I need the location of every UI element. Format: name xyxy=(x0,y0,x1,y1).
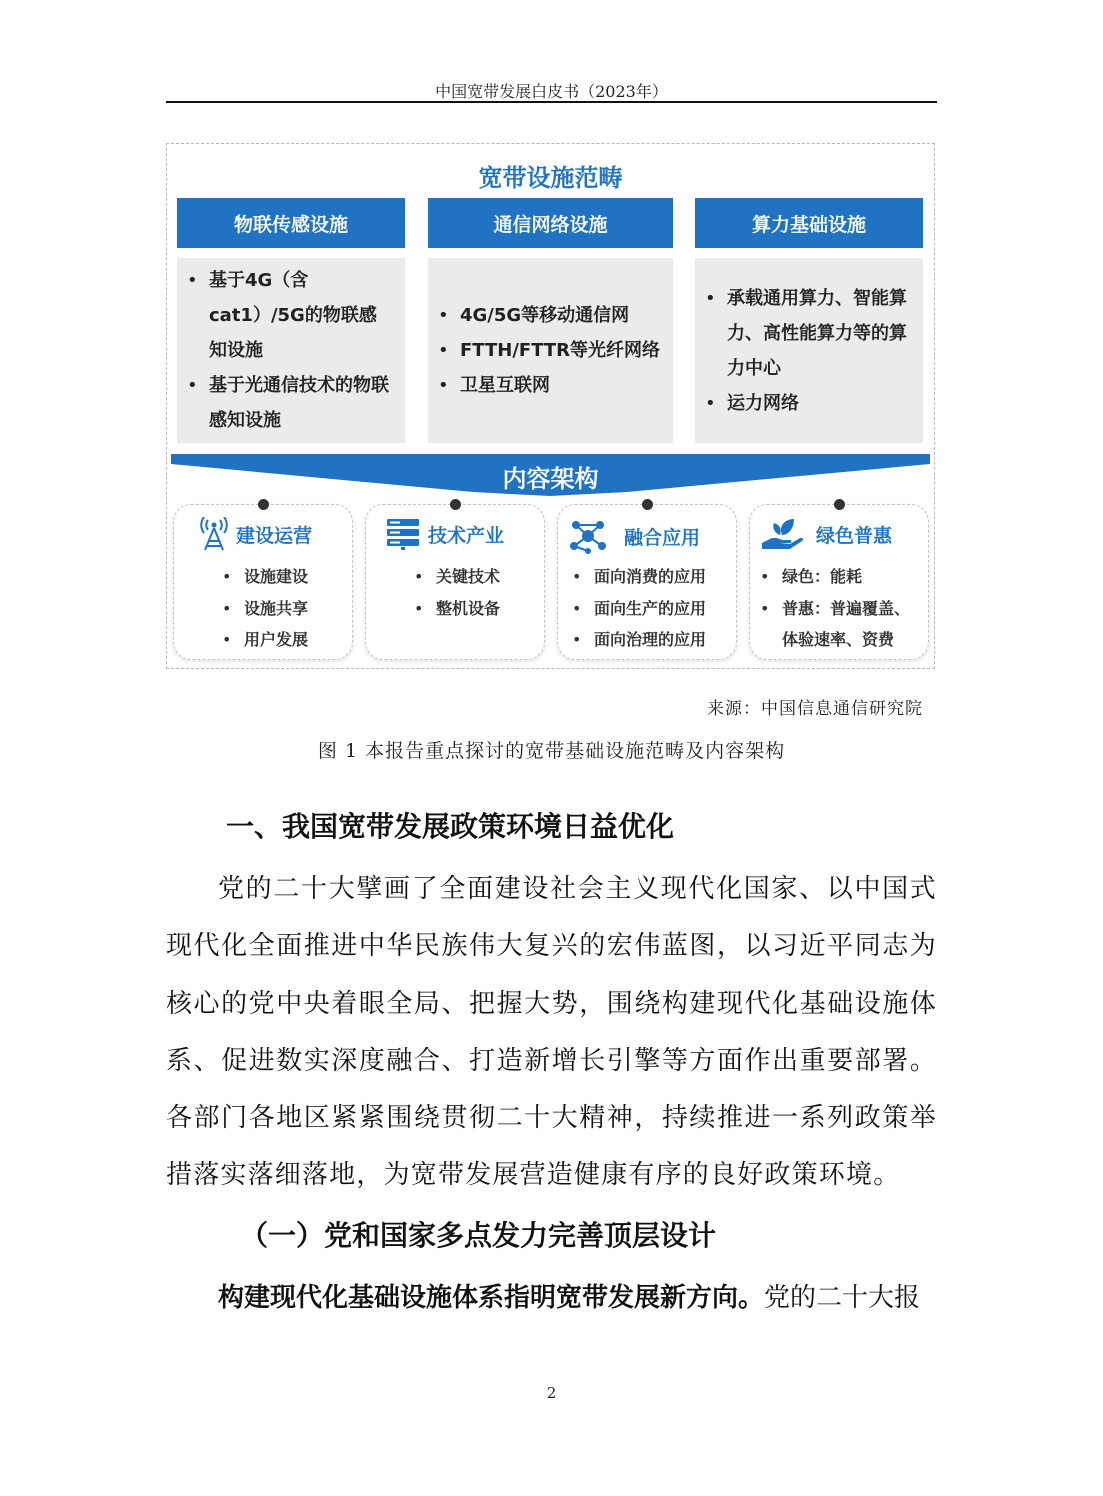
hand-leaf-icon xyxy=(760,517,804,551)
card-application xyxy=(557,504,737,660)
paragraph-rest: 党的二十大报 xyxy=(764,1283,921,1313)
card-title: 融合应用 xyxy=(624,526,701,549)
list-item: • 运力网络 xyxy=(703,386,911,421)
list-item: • 面向消费的应用 xyxy=(568,561,706,593)
list-item-continuation: 体验速率、资费 xyxy=(782,630,895,649)
card-dot xyxy=(642,499,653,510)
list-item: • 承载通用算力、智能算力、高性能算力等的算力中心 xyxy=(703,281,911,386)
card-title: 绿色普惠 xyxy=(816,524,893,547)
running-header: 中国宽带发展白皮书（2023年） xyxy=(435,82,668,101)
category-body-iot xyxy=(177,258,405,443)
card-dot xyxy=(834,499,845,510)
card-dot xyxy=(258,499,269,510)
list-item: • 面向生产的应用 xyxy=(568,593,706,625)
card-dot xyxy=(450,499,461,510)
paragraph-lead: 构建现代化基础设施体系指明宽带发展新方向。 xyxy=(218,1283,765,1313)
card-construction xyxy=(173,504,353,660)
list-item: • 设施共享 xyxy=(218,593,308,625)
card-title: 建设运营 xyxy=(236,524,313,547)
list-item: • 普惠：普遍覆盖、 xyxy=(756,593,910,625)
page-number: 2 xyxy=(546,1384,557,1402)
signal-tower-icon xyxy=(200,517,228,551)
list-item: • 卫星互联网 xyxy=(436,368,660,403)
category-body-compute xyxy=(695,258,923,443)
card-technology xyxy=(365,504,545,660)
list-item: • 设施建设 xyxy=(218,561,308,593)
list-item: • 用户发展 xyxy=(218,624,308,656)
figure-source: 来源：中国信息通信研究院 xyxy=(707,699,923,719)
list-item: • 基于光通信技术的物联感知设施 xyxy=(185,368,393,438)
category-header-iot: 物联传感设施 xyxy=(177,198,405,248)
server-rack-icon xyxy=(386,517,420,551)
list-item: • 整机设备 xyxy=(410,593,500,625)
section-heading: 一、我国宽带发展政策环境日益优化 xyxy=(226,810,675,843)
list-item: • 基于4G（含cat1）/5G的物联感知设施 xyxy=(185,263,393,368)
header-rule xyxy=(166,101,937,103)
figure-caption: 图 1 本报告重点探讨的宽带基础设施范畴及内容架构 xyxy=(317,740,786,762)
figure-title: 宽带设施范畴 xyxy=(478,164,623,192)
body-paragraph-2 xyxy=(166,1274,937,1322)
card-title: 技术产业 xyxy=(428,524,505,547)
category-header-network: 通信网络设施 xyxy=(428,198,673,248)
list-item: • FTTH/FTTR等光纤网络 xyxy=(436,333,660,368)
list-item: • 面向治理的应用 xyxy=(568,624,706,656)
list-item: • 4G/5G等移动通信网 xyxy=(436,298,660,333)
network-nodes-icon xyxy=(566,517,610,555)
subsection-heading: （一）党和国家多点发力完善顶层设计 xyxy=(240,1219,717,1252)
category-header-compute: 算力基础设施 xyxy=(695,198,923,248)
infrastructure-figure xyxy=(166,143,935,669)
list-item: • 绿色：能耗 xyxy=(756,561,910,593)
body-paragraph: 党的二十大擘画了全面建设社会主义现代化国家、以中国式现代化全面推进中华民族伟大复兴的宏伟蓝图，以习近平同志为核心的党中央着眼全局、把握大势，围绕构建现代化基础设施体系、促进数实深度融合、打造新增长引擎等方面作出重要部署。各部门各地区紧紧围绕贯彻二十大精神，持续推进一系列政策举措落实落细落地，为宽带发展营造健康有序的良好政策环境。 xyxy=(166,874,937,1191)
architecture-title: 内容架构 xyxy=(502,465,599,493)
list-item: • 关键技术 xyxy=(410,561,500,593)
category-body-network xyxy=(428,258,673,443)
card-green xyxy=(749,504,929,660)
